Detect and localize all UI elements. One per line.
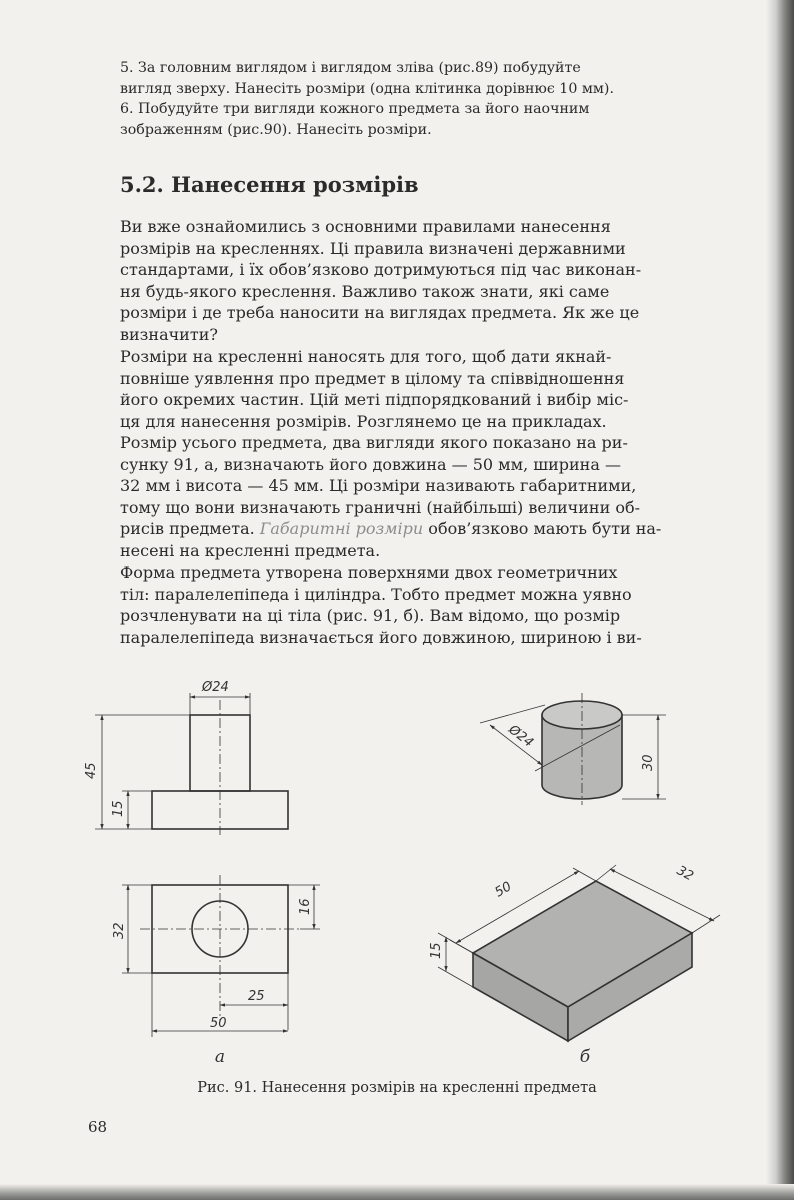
paragraph-intro: [120, 216, 730, 346]
text-line: [120, 518, 730, 540]
text-line: Розміри на кресленні наносять для того, щоб дати якнай-: [120, 347, 612, 366]
cylinder-3d: [542, 693, 622, 805]
exercise-5: [120, 58, 734, 100]
paragraph-purpose: [120, 346, 730, 432]
text-line: 6. Побудуйте три вигляди кожного предмета за його наочним: [120, 101, 590, 117]
exercise-6: [120, 99, 734, 141]
text-line: розміри і де треба наносити на виглядах предмета. Як же це: [120, 303, 640, 323]
box-3d: [473, 881, 692, 1041]
dim-hole-offset-y: 16: [298, 898, 313, 915]
text-line: ця для нанесення розмірів. Розглянемо це на прикладах.: [120, 411, 607, 431]
text-run: рисів предмета.: [120, 519, 260, 539]
text-line: його окремих частин. Цій меті підпорядкований і вибір міс-: [120, 390, 629, 410]
dim-height-total: 45: [84, 762, 99, 779]
term-overall-dimensions: Габаритні розміри: [259, 519, 424, 539]
paragraph-overall-dimensions: [120, 432, 730, 562]
label-b: б: [579, 1047, 591, 1067]
text-line: тому що вони визначають граничні (найбільші) величини об-: [120, 497, 640, 517]
dim-width: 32: [112, 922, 127, 939]
paragraph-shape: [120, 562, 730, 648]
text-line: стандартами, і їх обов’язково дотримуються під час виконан-: [120, 260, 642, 280]
text-line: визначити?: [120, 324, 218, 344]
text-line: тіл: паралелепіпеда і циліндра. Тобто предмет можна уявно: [120, 584, 632, 604]
text-run: обов’язково мають бути на-: [423, 519, 662, 539]
text-line: Ви вже ознайомились з основними правилами нанесення: [120, 217, 611, 236]
text-line: повніше уявлення про предмет в цілому та співвідношення: [120, 368, 625, 388]
text-line: несені на кресленні предмета.: [120, 540, 381, 560]
text-line: розчленувати на ці тіла (рис. 91, б). Вам відомо, що розмір: [120, 606, 621, 626]
text-line: вигляд зверху. Нанесіть розміри (одна клітинка дорівнює 10 мм).: [120, 81, 614, 97]
text-line: зображенням (рис.90). Нанесіть розміри.: [120, 122, 432, 138]
text-line: 5. За головним виглядом і виглядом зліва (рис.89) побудуйте: [120, 60, 581, 76]
section-title: 5.2. Нанесення розмірів: [120, 172, 419, 197]
dim-hole-offset-x: 25: [248, 989, 265, 1004]
figure-caption: Рис. 91. Нанесення розмірів на кресленні предмета: [197, 1080, 597, 1096]
dim-box-height: 15: [429, 942, 444, 959]
page-number: 68: [88, 1118, 108, 1136]
front-view: [152, 700, 288, 835]
dim-diameter-a: Ø24: [202, 680, 229, 695]
dim-height-base: 15: [111, 800, 126, 817]
text-line: паралелепіпеда визначається його довжиною, шириною і ви-: [120, 627, 642, 647]
text-line: розмірів на кресленнях. Ці правила визначені державними: [120, 238, 626, 258]
page-bottom-edge: [0, 1184, 794, 1200]
label-a: а: [214, 1047, 226, 1067]
figure-91: [80, 675, 760, 1075]
dim-box-width: 32: [674, 863, 696, 885]
dim-length: 50: [210, 1016, 227, 1031]
dim-cyl-height: 30: [641, 754, 656, 771]
text-line: Форма предмета утворена поверхнями двох геометричних: [120, 563, 618, 582]
text-line: 32 мм і висота — 45 мм. Ці розміри називають габаритними,: [120, 476, 637, 496]
dim-box-length: 50: [492, 879, 515, 901]
dim-cyl-diameter: Ø24: [505, 722, 536, 751]
text-line: сунку 91, а, визначають його довжина — 50 мм, ширина —: [120, 454, 621, 474]
text-line: ня будь-якого креслення. Важливо також знати, які саме: [120, 281, 610, 301]
text-line: Розмір усього предмета, два вигляди якого показано на ри-: [120, 433, 628, 452]
top-view: [140, 875, 300, 1020]
book-spine-shadow: [766, 0, 794, 1200]
